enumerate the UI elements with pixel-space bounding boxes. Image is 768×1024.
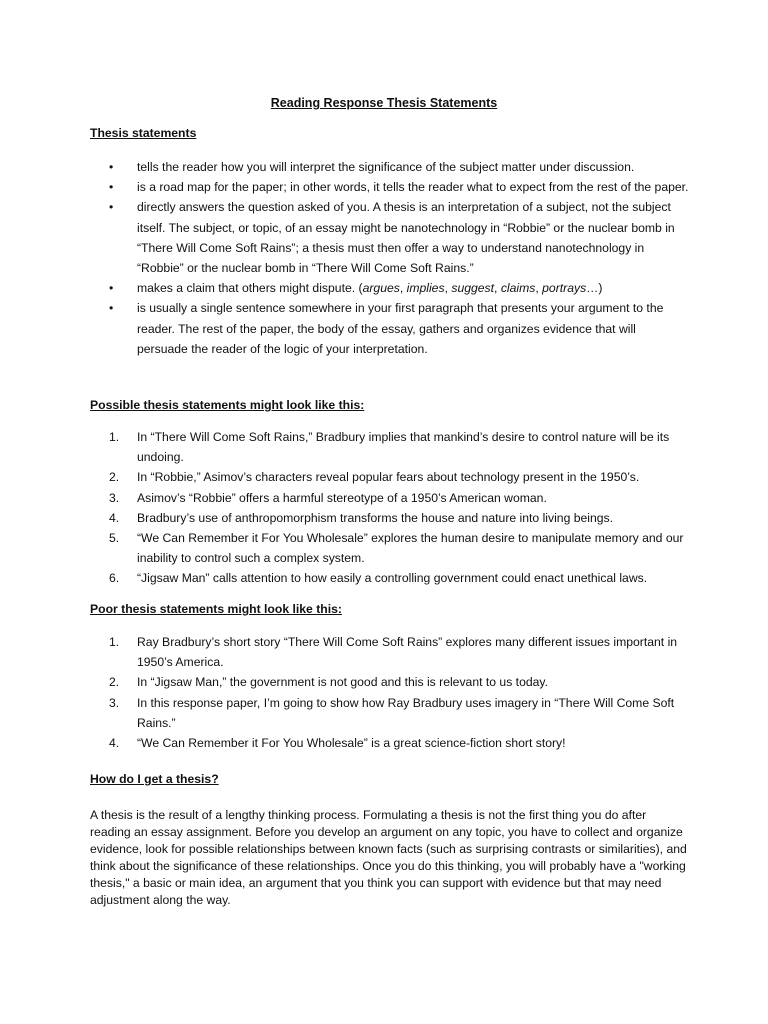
separator: , xyxy=(399,281,407,296)
heading-poor-thesis: Poor thesis statements might look like this: xyxy=(90,602,342,616)
separator: , xyxy=(535,281,543,296)
page-title: Reading Response Thesis Statements xyxy=(270,96,498,110)
list-item-text: tells the reader how you will interpret the significance of the subject matter under discussion. xyxy=(137,160,635,174)
body-paragraph: A thesis is the result of a lengthy thinking process. Formulating a thesis is not the first thing you do after reading an essay assignment. Before you develop an argument on any topic, you have to collect and organize evidence, look for possible relationships between known facts (such as surprising contrasts or similarities), and think about the significance of these relationships. Once you do this thinking, you will probably have a "working thesis," a basic or main idea, an argument that you think you can support with evidence but that may need adjustment along the way. xyxy=(90,808,687,907)
list-item-text: In “There Will Come Soft Rains,” Bradbury implies that mankind’s desire to control nature will be its undoing. xyxy=(137,430,670,465)
number-marker: 3. xyxy=(109,695,120,710)
number-marker: 2. xyxy=(109,675,120,690)
list-item xyxy=(90,298,690,359)
list-item xyxy=(90,568,690,588)
list-item-text: “We Can Remember it For You Wholesale” explores the human desire to manipulate memory and our inability to control such a complex system. xyxy=(137,531,684,566)
list-item-text: Ray Bradbury’s short story “There Will Come Soft Rains” explores many different issues important in 1950’s America. xyxy=(137,635,678,670)
claim-lead-text: makes a claim that others might dispute. ( xyxy=(137,281,363,296)
list-item xyxy=(90,177,690,197)
number-marker: 3. xyxy=(109,490,120,505)
list-item xyxy=(90,197,690,278)
number-marker: 6. xyxy=(109,571,120,586)
list-item-text: In this response paper, I’m going to show how Ray Bradbury uses imagery in “There Will Come Soft Rains.” xyxy=(137,695,675,730)
number-marker: 4. xyxy=(109,736,120,751)
list-item-text: “We Can Remember it For You Wholesale” is a great science-fiction short story! xyxy=(137,736,566,751)
number-marker: 1. xyxy=(109,430,120,444)
list-item-text: “Jigsaw Man” calls attention to how easily a controlling government could enact unethical laws. xyxy=(137,571,648,586)
list-item xyxy=(90,427,690,467)
example-word: argues xyxy=(362,281,400,296)
heading-thesis-statements: Thesis statements xyxy=(90,126,197,140)
claim-tail-text: …) xyxy=(586,281,603,296)
bullet-marker: • xyxy=(109,180,114,195)
heading-get-thesis: How do I get a thesis? xyxy=(90,772,219,786)
number-marker: 1. xyxy=(109,635,120,649)
list-item xyxy=(90,693,690,733)
heading-possible-thesis: Possible thesis statements might look like this: xyxy=(90,398,365,412)
list-item xyxy=(90,488,690,508)
list-item xyxy=(90,157,690,177)
number-marker: 4. xyxy=(109,510,120,525)
list-item xyxy=(90,467,690,487)
list-item xyxy=(90,278,690,298)
list-item-text: is usually a single sentence somewhere in your first paragraph that presents your argument to the reader. The rest of the paper, the body of the essay, gathers and organizes evidence that will persuade the reader of the logic of your interpretation. xyxy=(137,301,664,356)
bullet-marker: • xyxy=(109,160,114,174)
separator: , xyxy=(494,281,501,296)
separator: , xyxy=(444,281,452,296)
poor-thesis-list xyxy=(90,632,690,753)
list-item xyxy=(90,632,690,672)
list-item xyxy=(90,672,690,692)
possible-thesis-list xyxy=(90,427,690,589)
list-item xyxy=(90,528,690,568)
list-item xyxy=(90,733,690,753)
thesis-bullet-list xyxy=(90,157,690,359)
number-marker: 2. xyxy=(109,470,120,485)
list-item-text: is a road map for the paper; in other words, it tells the reader what to expect from the rest of the paper. xyxy=(137,180,689,195)
example-word: suggest xyxy=(451,281,495,296)
bullet-marker: • xyxy=(109,200,114,215)
list-item-text: Bradbury’s use of anthropomorphism transforms the house and nature into living beings. xyxy=(137,510,614,525)
list-item-text: Asimov’s “Robbie” offers a harmful stereotype of a 1950’s American woman. xyxy=(137,490,547,505)
list-item-text: In “Robbie,” Asimov’s characters reveal popular fears about technology present in the 1950’s. xyxy=(137,470,640,485)
example-word: portrays xyxy=(542,281,587,296)
example-word: implies xyxy=(406,281,445,296)
list-item-text xyxy=(137,278,690,298)
list-item xyxy=(90,508,690,528)
example-word: claims xyxy=(500,281,536,296)
list-item-text: directly answers the question asked of you. A thesis is an interpretation of a subject, not the subject itself. The subject, or topic, of an essay might be nanotechnology in “Robbie” or the nuclear bomb in “There Will Come Soft Rains”; a thesis must then offer a way to understand nanotechnology in “Robbie” or the nuclear bomb in “There Will Come Soft Rains.” xyxy=(137,200,675,276)
bullet-marker: • xyxy=(109,301,114,316)
bullet-marker: • xyxy=(109,281,114,296)
list-item-text: In “Jigsaw Man,” the government is not good and this is relevant to us today. xyxy=(137,675,548,690)
number-marker: 5. xyxy=(109,531,120,546)
